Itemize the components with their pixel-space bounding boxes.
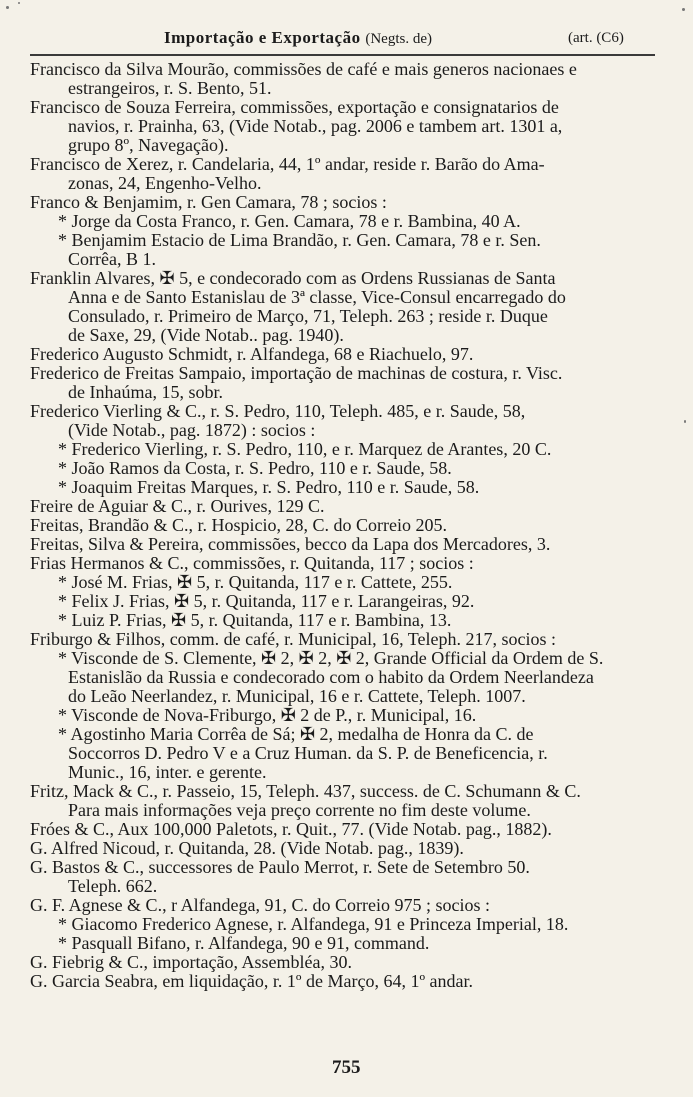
entry-line [0, 972, 693, 991]
entry-line [0, 345, 693, 364]
entry-line [0, 877, 693, 896]
entry-line [0, 801, 693, 820]
entry-text: Francisco de Souza Ferreira, commissões, exportação e consignatarios de [30, 97, 559, 117]
entry-line [0, 573, 693, 592]
entry-text: Frederico de Freitas Sampaio, importação de machinas de costura, r. Visc. [30, 363, 563, 383]
entry-text: Franklin Alvares, ✠ 5, e condecorado com as Ordens Russianas de Santa [30, 268, 556, 288]
entry-text: estrangeiros, r. S. Bento, 51. [68, 78, 272, 98]
entry-line [0, 60, 693, 79]
entry-text: Corrêa, B 1. [68, 249, 156, 269]
entry-line [0, 212, 693, 231]
entry-line [0, 383, 693, 402]
entry-text: * Giacomo Frederico Agnese, r. Alfandega, 91 e Princeza Imperial, 18. [58, 914, 569, 934]
entry-text: Anna e de Santo Estanislau de 3ª classe, Vice-Consul encarregado do [68, 287, 566, 307]
entry-text: Soccorros D. Pedro V e a Cruz Human. da S. P. de Beneficencia, r. [68, 743, 548, 763]
entry-text: grupo 8º, Navegação). [68, 135, 229, 155]
entry-line [0, 744, 693, 763]
entry-text: Freitas, Brandão & C., r. Hospicio, 28, C. do Correio 205. [30, 515, 447, 535]
entry-text: * Felix J. Frias, ✠ 5, r. Quitanda, 117 e r. Larangeiras, 92. [58, 591, 475, 611]
entry-line [0, 459, 693, 478]
speck [684, 420, 686, 423]
entry-text: Fróes & C., Aux 100,000 Paletots, r. Quit., 77. (Vide Notab. pag., 1882). [30, 819, 552, 839]
entry-line [0, 820, 693, 839]
entry-line [0, 782, 693, 801]
entry-text: * Visconde de Nova-Friburgo, ✠ 2 de P., r. Municipal, 16. [58, 705, 477, 725]
entry-line [0, 174, 693, 193]
entry-text: Freitas, Silva & Pereira, commissões, becco da Lapa dos Mercadores, 3. [30, 534, 551, 554]
entry-line [0, 136, 693, 155]
entry-line [0, 763, 693, 782]
entry-line [0, 98, 693, 117]
entry-text: de Inhaúma, 15, sobr. [68, 382, 223, 402]
header-rule [30, 54, 655, 56]
entry-line [0, 364, 693, 383]
entry-text: Para mais informações veja preço corrente no fim deste volume. [68, 800, 531, 820]
entry-text: Frederico Augusto Schmidt, r. Alfandega, 68 e Riachuelo, 97. [30, 344, 474, 364]
entry-text: de Saxe, 29, (Vide Notab.. pag. 1940). [68, 325, 344, 345]
entry-text: * Joaquim Freitas Marques, r. S. Pedro, 110 e r. Saude, 58. [58, 477, 480, 497]
entry-text: Estanislão da Russia e condecorado com o habito da Ordem Neerlandeza [68, 667, 594, 687]
entry-text: Francisco de Xerez, r. Candelaria, 44, 1º andar, reside r. Barão do Ama- [30, 154, 545, 174]
entry-line [0, 79, 693, 98]
entry-text: Frederico Vierling & C., r. S. Pedro, 110, Teleph. 485, e r. Saude, 58, [30, 401, 526, 421]
entry-text: navios, r. Prainha, 63, (Vide Notab., pag. 2006 e tambem art. 1301 a, [68, 116, 563, 136]
entry-line [0, 421, 693, 440]
entry-text: * Benjamim Estacio de Lima Brandão, r. Gen. Camara, 78 e r. Sen. [58, 230, 541, 250]
directory-entries [0, 60, 693, 991]
entry-text: * Frederico Vierling, r. S. Pedro, 110, e r. Marquez de Arantes, 20 C. [58, 439, 552, 459]
speck [18, 2, 20, 4]
entry-text: G. Bastos & C., successores de Paulo Merrot, r. Sete de Setembro 50. [30, 857, 530, 877]
entry-text: * Pasquall Bifano, r. Alfandega, 90 e 91, command. [58, 933, 430, 953]
entry-line [0, 193, 693, 212]
entry-text: Teleph. 662. [68, 876, 158, 896]
entry-text: Munic., 16, inter. e gerente. [68, 762, 267, 782]
entry-text: Francisco da Silva Mourão, commissões de café e mais generos nacionaes e [30, 59, 577, 79]
entry-line [0, 858, 693, 877]
entry-line [0, 725, 693, 744]
entry-line [0, 326, 693, 345]
page-header [0, 28, 693, 50]
header-right: (art. (C6) [568, 30, 624, 46]
entry-line [0, 231, 693, 250]
entry-line [0, 554, 693, 573]
entry-line [0, 649, 693, 668]
entry-line [0, 117, 693, 136]
entry-text: * Visconde de S. Clemente, ✠ 2, ✠ 2, ✠ 2, Grande Official da Ordem de S. [58, 648, 604, 668]
entry-line [0, 953, 693, 972]
entry-line [0, 687, 693, 706]
entry-text: zonas, 24, Engenho-Velho. [68, 173, 262, 193]
entry-line [0, 250, 693, 269]
entry-text: G. Fiebrig & C., importação, Assembléa, 30. [30, 952, 352, 972]
entry-text: Friburgo & Filhos, comm. de café, r. Municipal, 16, Teleph. 217, socios : [30, 629, 557, 649]
entry-text: * José M. Frias, ✠ 5, r. Quitanda, 117 e r. Cattete, 255. [58, 572, 453, 592]
entry-text: Fritz, Mack & C., r. Passeio, 15, Teleph. 437, success. de C. Schumann & C. [30, 781, 581, 801]
entry-line [0, 668, 693, 687]
entry-line [0, 915, 693, 934]
entry-text: * Agostinho Maria Corrêa de Sá; ✠ 2, medalha de Honra da C. de [58, 724, 534, 744]
entry-line [0, 535, 693, 554]
entry-text: Franco & Benjamim, r. Gen Camara, 78 ; socios : [30, 192, 387, 212]
entry-line [0, 440, 693, 459]
entry-line [0, 307, 693, 326]
entry-text: do Leão Neerlandez, r. Municipal, 16 e r. Cattete, Teleph. 1007. [68, 686, 526, 706]
speck [6, 6, 9, 9]
entry-line [0, 592, 693, 611]
entry-text: * Luiz P. Frias, ✠ 5, r. Quitanda, 117 e r. Bambina, 13. [58, 610, 452, 630]
entry-text: G. Garcia Seabra, em liquidação, r. 1º de Março, 64, 1º andar. [30, 971, 474, 991]
entry-text: * João Ramos da Costa, r. S. Pedro, 110 e r. Saude, 58. [58, 458, 452, 478]
header-title-text: Importação e Exportação [164, 28, 361, 47]
entry-line [0, 896, 693, 915]
entry-text: Freire de Aguiar & C., r. Ourives, 129 C. [30, 496, 325, 516]
entry-text: Consulado, r. Primeiro de Março, 71, Teleph. 263 ; reside r. Duque [68, 306, 548, 326]
entry-line [0, 155, 693, 174]
entry-line [0, 288, 693, 307]
entry-line [0, 478, 693, 497]
header-subtitle: (Negts. de) [365, 31, 432, 47]
entry-line [0, 839, 693, 858]
entry-text: * Jorge da Costa Franco, r. Gen. Camara, 78 e r. Bambina, 40 A. [58, 211, 521, 231]
entry-line [0, 402, 693, 421]
entry-text: G. Alfred Nicoud, r. Quitanda, 28. (Vide Notab. pag., 1839). [30, 838, 464, 858]
entry-line [0, 269, 693, 288]
entry-line [0, 630, 693, 649]
entry-text: (Vide Notab., pag. 1872) : socios : [68, 420, 316, 440]
entry-text: G. F. Agnese & C., r Alfandega, 91, C. do Correio 975 ; socios : [30, 895, 491, 915]
entry-line [0, 706, 693, 725]
page-number: 755 [332, 1057, 361, 1078]
entry-line [0, 611, 693, 630]
header-title [164, 28, 432, 48]
entry-line [0, 497, 693, 516]
entry-text: Frias Hermanos & C., commissões, r. Quitanda, 117 ; socios : [30, 553, 474, 573]
entry-line [0, 516, 693, 535]
entry-line [0, 934, 693, 953]
speck [682, 8, 685, 11]
